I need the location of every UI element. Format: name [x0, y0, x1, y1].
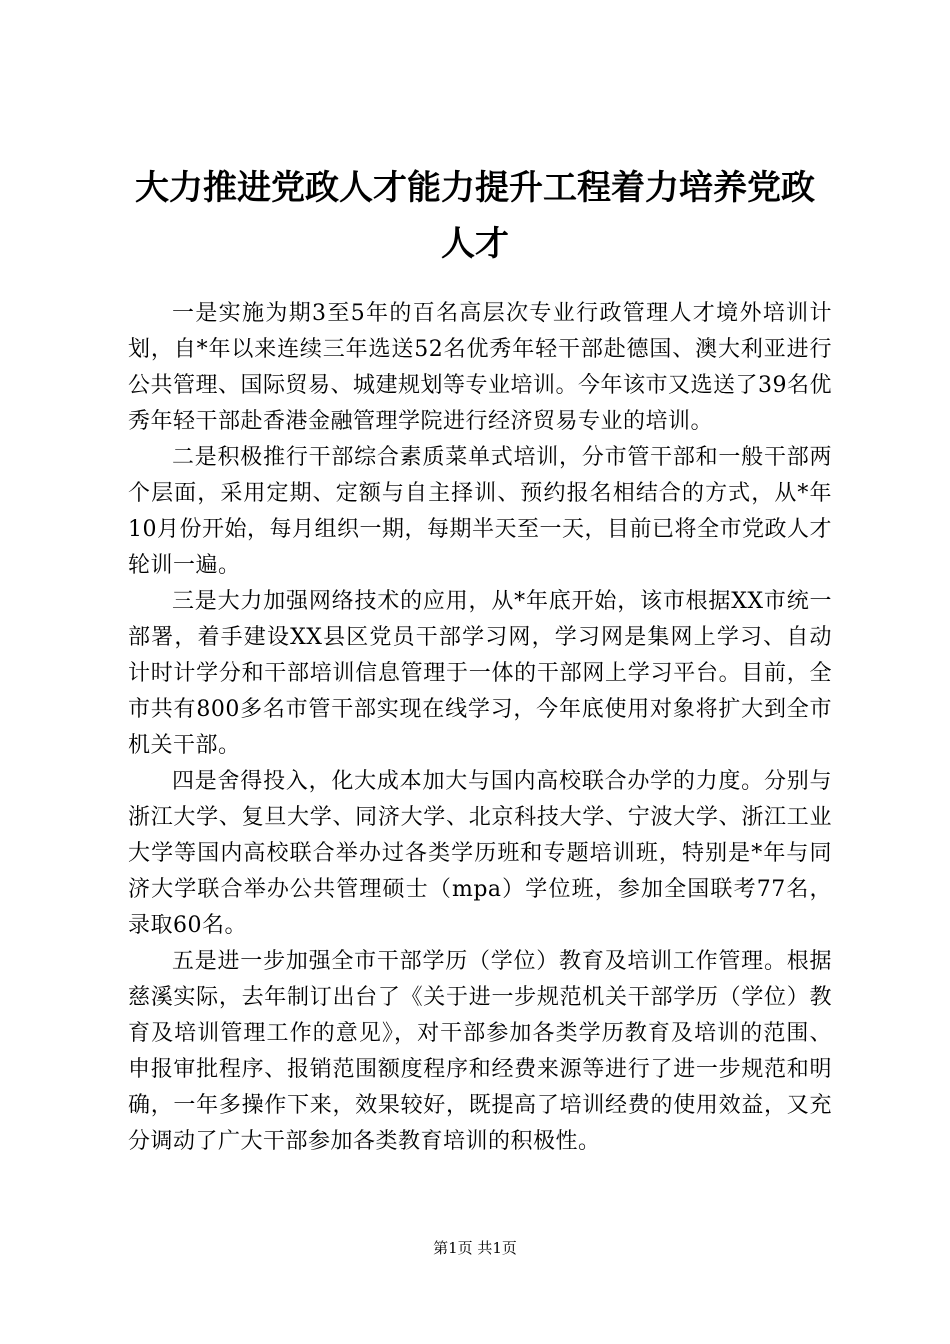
document-body: [128, 296, 832, 1160]
paragraph-3: 三是大力加强网络技术的应用，从*年底开始，该市根据XX市统一部署，着手建设XX县区党员干部学习网，学习网是集网上学习、自动计时计学分和干部培训信息管理于一体的干部网上学习平台。目前，全市共有800多名市管干部实现在线学习，今年底使用对象将扩大到全市机关干部。: [128, 589, 832, 758]
paragraph-4: 四是舍得投入，化大成本加大与国内高校联合办学的力度。分别与浙江大学、复旦大学、同济大学、北京科技大学、宁波大学、浙江工业大学等国内高校联合举办过各类学历班和专题培训班，特别是*年与同济大学联合举办公共管理硕士（mpa）学位班，参加全国联考77名，录取60名。: [128, 769, 832, 938]
paragraph-5: 五是进一步加强全市干部学历（学位）教育及培训工作管理。根据慈溪实际，去年制订出台了《关于进一步规范机关干部学历（学位）教育及培训管理工作的意见》，对干部参加各类学历教育及培训的范围、申报审批程序、报销范围额度程序和经费来源等进行了进一步规范和明确，一年多操作下来，效果较好，既提高了培训经费的使用效益，又充分调动了广大干部参加各类教育培训的积极性。: [128, 949, 832, 1154]
page-footer: 第1页 共1页: [433, 1239, 517, 1257]
document-title: 大力推进党政人才能力提升工程着力培养党政人才: [135, 168, 815, 264]
paragraph-2: 二是积极推行干部综合素质菜单式培训，分市管干部和一般干部两个层面，采用定期、定额与自主择训、预约报名相结合的方式，从*年10月份开始，每月组织一期，每期半天至一天，目前已将全市党政人才轮训一遍。: [128, 445, 832, 578]
paragraph-1: 一是实施为期3至5年的百名高层次专业行政管理人才境外培训计划，自*年以来连续三年选送52名优秀年轻干部赴德国、澳大利亚进行公共管理、国际贸易、城建规划等专业培训。今年该市又选送了39名优秀年轻干部赴香港金融管理学院进行经济贸易专业的培训。: [128, 301, 832, 434]
